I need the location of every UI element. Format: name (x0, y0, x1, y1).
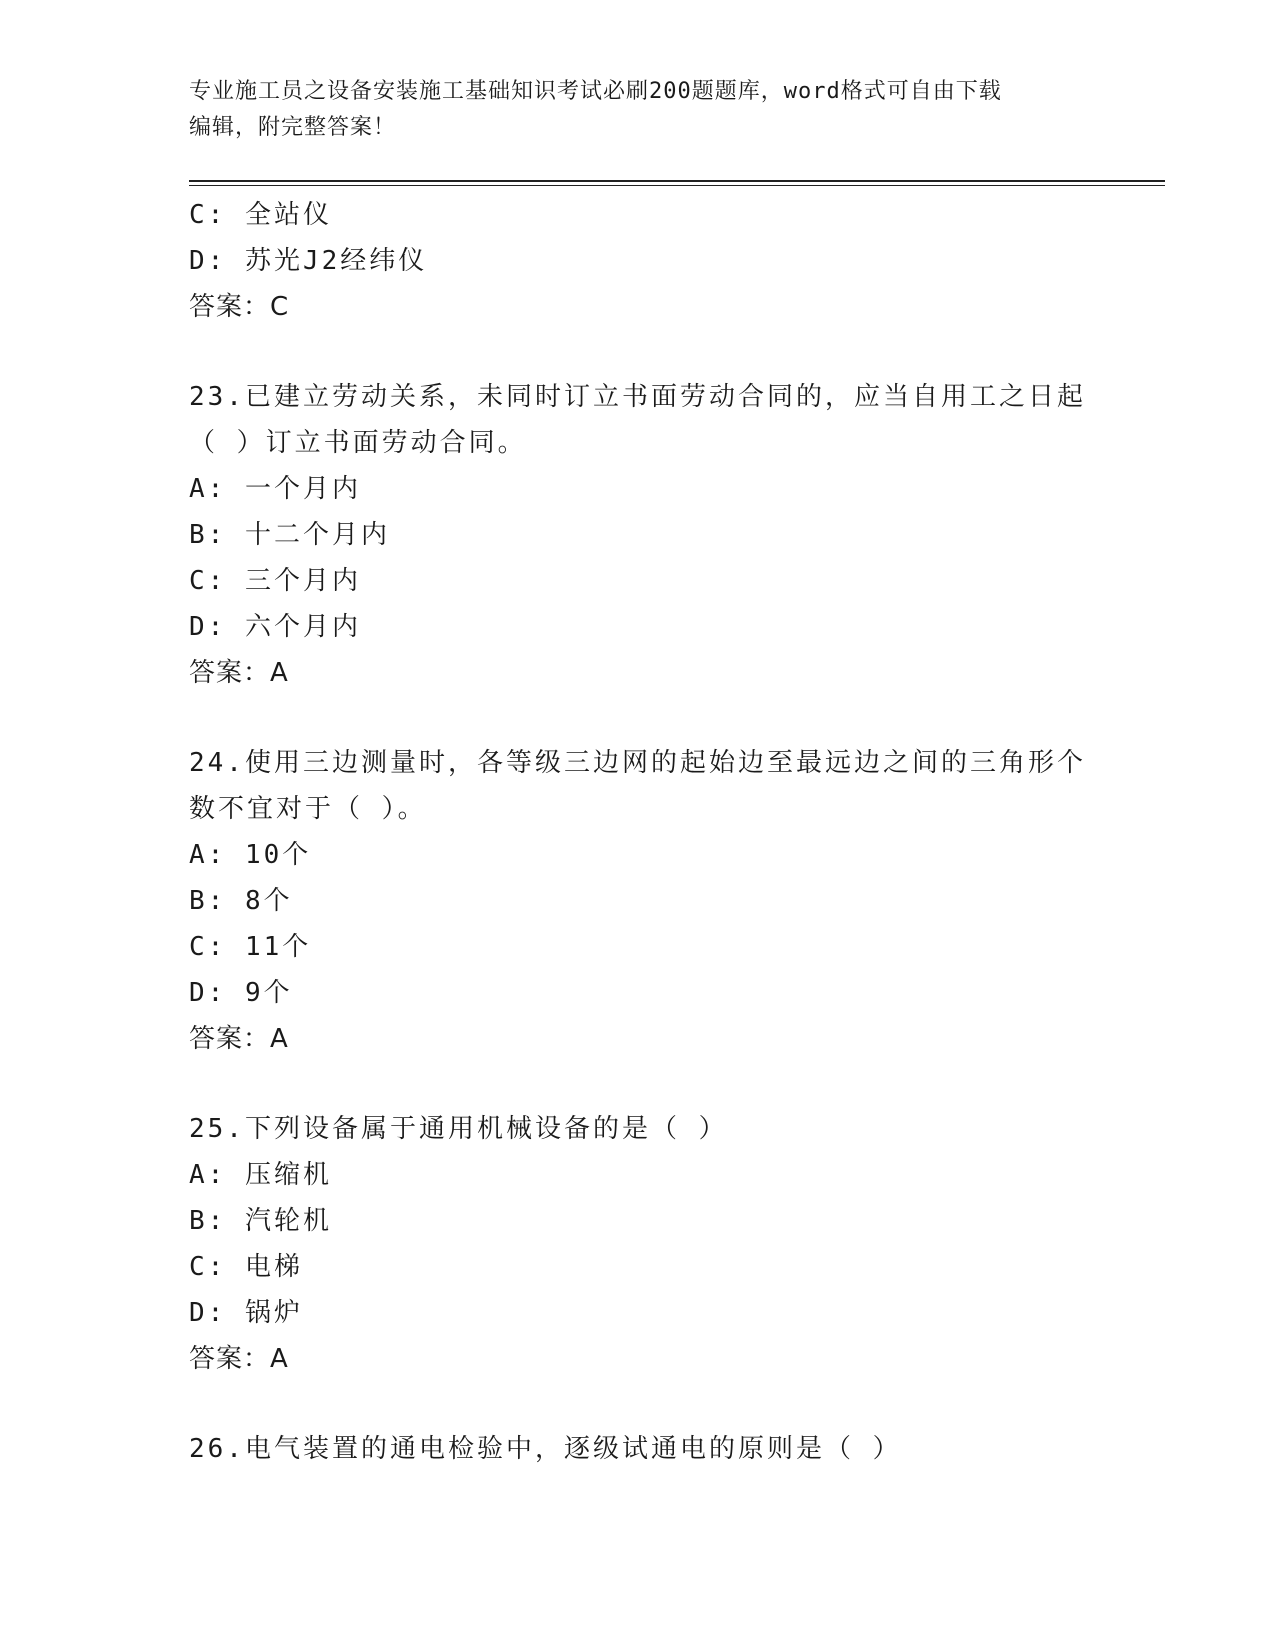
option-d: D: 锅炉 (189, 1298, 303, 1328)
header-divider-thick (189, 180, 1165, 182)
question-24 (189, 740, 1089, 1062)
option-c: C: 全站仪 (189, 200, 332, 230)
question-stem: 23.已建立劳动关系，未同时订立书面劳动合同的，应当自用工之日起 (189, 382, 1086, 412)
question-stem-continued: （ ）订立书面劳动合同。 (189, 428, 527, 458)
option-b: B: 十二个月内 (189, 520, 390, 550)
header-title-line-1: 专业施工员之设备安装施工基础知识考试必刷200题题库，word格式可自由下载 (189, 79, 1002, 104)
option-a: A: 压缩机 (189, 1160, 332, 1190)
question-22 (189, 192, 1089, 330)
spacer (189, 330, 1089, 374)
question-26 (189, 1426, 1089, 1472)
question-stem: 24.使用三边测量时，各等级三边网的起始边至最远边之间的三角形个 (189, 748, 1086, 778)
question-list (189, 192, 1089, 1472)
spacer (189, 1062, 1089, 1106)
option-c: C: 三个月内 (189, 566, 361, 596)
option-b: B: 8个 (189, 886, 293, 916)
question-23 (189, 374, 1089, 696)
header-divider-thin (189, 185, 1165, 186)
option-c: C: 11个 (189, 932, 312, 962)
option-a: A: 一个月内 (189, 474, 361, 504)
question-25 (189, 1106, 1089, 1382)
question-stem: 26.电气装置的通电检验中，逐级试通电的原则是（ ） (189, 1434, 902, 1464)
option-d: D: 9个 (189, 978, 293, 1008)
option-d: D: 苏光J2经纬仪 (189, 246, 428, 276)
answer-line: 答案：A (189, 1024, 289, 1054)
document-header (189, 74, 1089, 146)
option-c: C: 电梯 (189, 1252, 303, 1282)
spacer (189, 696, 1089, 740)
option-b: B: 汽轮机 (189, 1206, 332, 1236)
question-stem: 25.下列设备属于通用机械设备的是（ ） (189, 1114, 728, 1144)
header-title-line-2: 编辑，附完整答案！ (189, 115, 397, 140)
question-stem-continued: 数不宜对于（ ）。 (189, 794, 427, 824)
option-a: A: 10个 (189, 840, 312, 870)
answer-line: 答案：A (189, 1344, 289, 1374)
answer-line: 答案：C (189, 292, 290, 322)
answer-line: 答案：A (189, 658, 289, 688)
option-d: D: 六个月内 (189, 612, 361, 642)
spacer (189, 1382, 1089, 1426)
